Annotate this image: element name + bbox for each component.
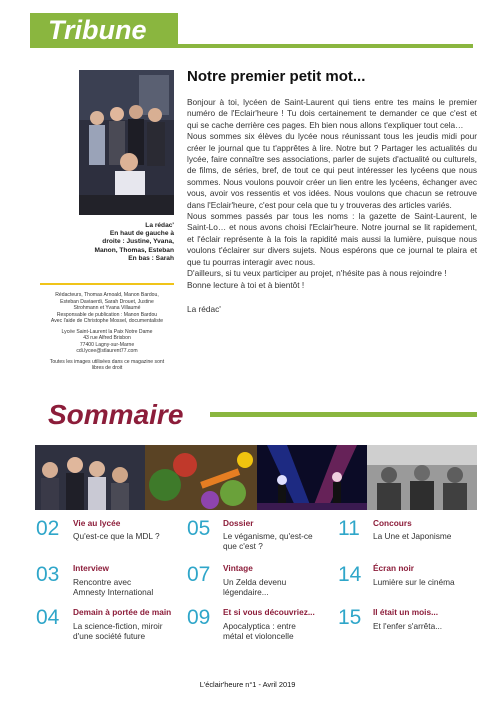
entry-description: Un Zelda devenu légendaire... bbox=[223, 577, 287, 597]
contact-email[interactable]: cdi.lycee@stlaurent77.com bbox=[76, 348, 138, 354]
section-title[interactable]: Il était un mois... bbox=[373, 607, 439, 617]
credit-line: Responsable de publication : Manon Bardou bbox=[56, 311, 158, 318]
page-number[interactable]: 05 bbox=[187, 517, 211, 540]
page-number[interactable]: 07 bbox=[187, 563, 211, 586]
photo-caption bbox=[40, 222, 174, 263]
article-signature: La rédac' bbox=[187, 303, 221, 314]
section-title[interactable]: Concours bbox=[373, 518, 412, 528]
page-number[interactable]: 04 bbox=[36, 606, 60, 629]
entry-description: Apocalyptica : entre métal et violoncelle bbox=[223, 621, 296, 641]
page-number[interactable]: 02 bbox=[36, 517, 60, 540]
entry-description: La Une et Japonisme bbox=[373, 531, 452, 541]
thumb-historical-photo bbox=[367, 445, 477, 510]
page-number[interactable]: 09 bbox=[187, 606, 211, 629]
credit-line: Rédacteurs, Thomas Arnoald, Manon Bardou, bbox=[55, 292, 159, 298]
entry-description: Rencontre avec Amnesty International bbox=[73, 577, 154, 597]
article-paragraph: Nous sommes passés par tous les noms : la gazette de Saint-Laurent, le Saint-Lo… et nous avons choisi l'Eclair'heure. Notre journal se lit rapidement, et l'éclair représente à la fois la rapidité mais aussi la lumière, puisque nous voulons t'éclairer sur divers sujets. Nous espérons que ce journal te plaira et que tu pourras interagir avec nous. bbox=[187, 211, 477, 267]
section-title[interactable]: Vie au lycée bbox=[73, 518, 121, 528]
caption-line: Manon, Thomas, Esteban bbox=[94, 246, 174, 254]
header-rule bbox=[178, 44, 473, 48]
credit-line: Strohmann et Yvana Villaumé bbox=[73, 305, 141, 311]
section-title[interactable]: Interview bbox=[73, 563, 109, 573]
page-title: Tribune bbox=[48, 15, 147, 45]
credits-block bbox=[36, 292, 178, 372]
entry-description: Qu'est-ce que la MDL ? bbox=[73, 531, 160, 541]
section-title[interactable]: Dossier bbox=[223, 518, 254, 528]
rights-note: Toutes les images utilisées dans ce magazine sont bbox=[49, 358, 165, 365]
team-photo bbox=[79, 70, 174, 215]
thumb-concert-photo bbox=[257, 445, 367, 510]
page-number[interactable]: 14 bbox=[338, 563, 362, 586]
address-line: 43 rue Alfred Brisbon bbox=[83, 335, 131, 341]
entry-description: Lumière sur le cinéma bbox=[373, 577, 455, 587]
rights-note: libres de droit bbox=[91, 365, 123, 371]
page-number[interactable]: 15 bbox=[338, 606, 362, 629]
caption-line: droite : Justine, Yvana, bbox=[102, 238, 174, 246]
article-paragraph: Bonjour à toi, lycéen de Saint-Laurent qui tiens entre tes mains le premier numéro de l'Eclair'heure ! Tu dois certainement te demander ce que c'est et qui se cache derrière ces pages. Eh bien nous allons t'expliquer tout cela… bbox=[187, 97, 477, 130]
page-number[interactable]: 03 bbox=[36, 563, 60, 586]
thumb-students-photo bbox=[35, 445, 145, 510]
caption-separator bbox=[40, 283, 174, 285]
sommaire-title: Sommaire bbox=[48, 399, 184, 430]
entry-description: La science-fiction, miroir d'une société future bbox=[73, 621, 163, 641]
credit-line: Avec l'aide de Christophe Mossel, documentaliste bbox=[50, 318, 164, 324]
section-title[interactable]: Demain à portée de main bbox=[73, 607, 172, 617]
article-title: Notre premier petit mot... bbox=[187, 68, 366, 85]
entry-description: Et l'enfer s'arrêta... bbox=[373, 621, 443, 631]
article-paragraph: Nous sommes six élèves du lycée nous réunissant tous les jeudis midi pour créer le journal que tu t'apprêtes à lire. Notre but ? Partager les actualités du lycée, faire connaître ses associations, parler de sujets d'actualité ou culturels, de films, de séries, bref, de tout ce qui peut intéresser les lycéens que nous sommes. Nous voulons pouvoir créer un lien entre les lycéens, échanger avec vous, avoir vos ressentis et vos idées. Nous voulons que chacun se retrouve dans l'Eclair'heure, c'est pour cela que tu y trouveras des articles variés. bbox=[187, 131, 477, 210]
caption-line: En bas : Sarah bbox=[128, 254, 174, 262]
article-paragraph: D'ailleurs, si tu veux participer au projet, n'hésite pas à nous rejoindre ! bbox=[187, 268, 447, 279]
thumb-vegetables-photo bbox=[145, 445, 257, 510]
article-paragraph: Bonne lecture à toi et à bientôt ! bbox=[187, 279, 305, 290]
section-title[interactable]: Écran noir bbox=[373, 563, 415, 573]
article-body bbox=[187, 97, 477, 315]
address-line: 77400 Lagny-sur-Marne bbox=[79, 341, 135, 348]
page-footer: L'éclair'heure n°1 - Avril 2019 bbox=[199, 680, 296, 689]
caption-line: La rédac' bbox=[145, 222, 174, 229]
sommaire-rule bbox=[210, 412, 477, 417]
caption-line: En haut de gauche à bbox=[109, 230, 174, 238]
section-title[interactable]: Et si vous découvriez... bbox=[223, 607, 315, 617]
address-line: Lycée Saint-Laurent la Paix Notre Dame bbox=[61, 328, 153, 335]
entry-description: Le véganisme, qu'est-ce que c'est ? bbox=[223, 531, 313, 551]
page-number[interactable]: 11 bbox=[338, 517, 360, 540]
credit-line: Esteban Daviaerdi, Sarah Drouet, Justine bbox=[60, 298, 154, 305]
section-title[interactable]: Vintage bbox=[223, 563, 253, 573]
